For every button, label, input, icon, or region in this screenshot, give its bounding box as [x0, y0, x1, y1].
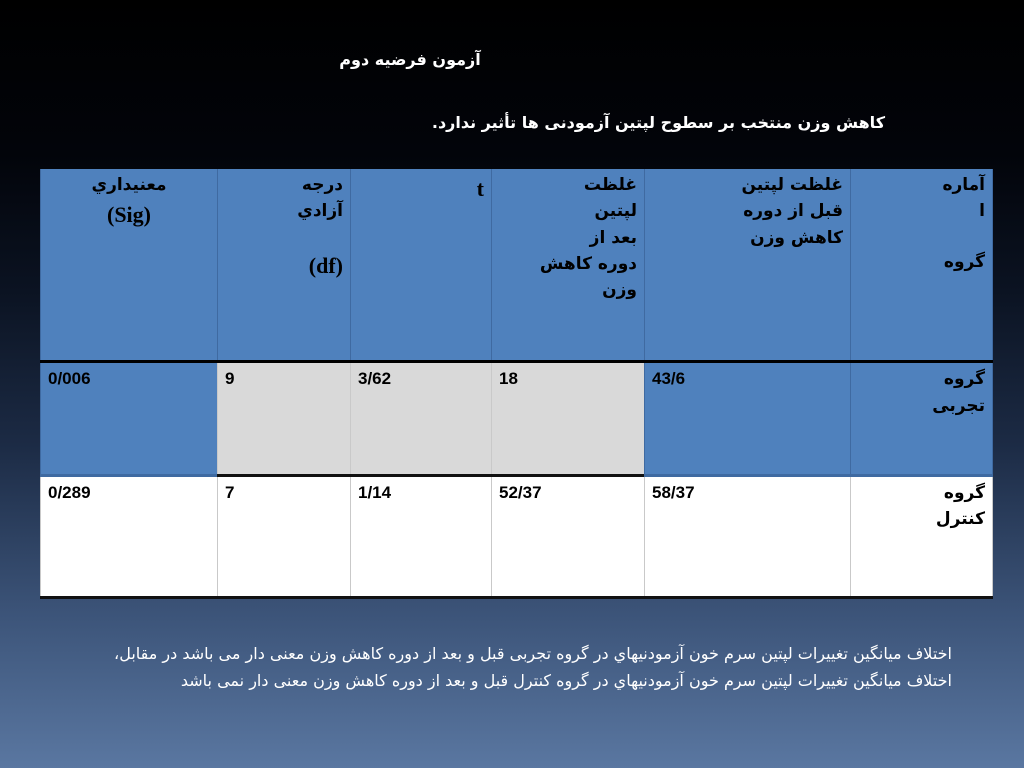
hypothesis-statement: كاهش وزن منتخب بر سطوح لپتين آزمودنی ها تأثير ندارد. — [431, 113, 885, 132]
header-group-line: آماره — [942, 175, 985, 195]
row-group-cell — [851, 475, 993, 597]
header-post-line: وزن — [602, 280, 637, 301]
header-post-concentration — [492, 169, 645, 362]
header-df-line: (df) — [308, 252, 343, 278]
row-group-line: گروه — [943, 482, 985, 503]
row-group-line: كنترل — [935, 508, 985, 529]
header-post-line: لپتين — [594, 201, 637, 222]
header-sig — [41, 169, 218, 362]
row-df-value: 7 — [218, 475, 351, 597]
conclusion-note: اختلاف ميانگين تغييرات لپتين سرم خون آزمودنيهاي در گروه تجربی قبل و بعد از دوره كاهش وزن معنی دار می باشد در مقابل، اختلاف ميانگين تغييرات لپتين سرم خون آزمودنيهاي در گروه كنترل قبل و بعد از دوره كاهش وزن معنی دار نمی باشد — [114, 644, 952, 690]
slide-title: آزمون فرضيه دوم — [339, 50, 481, 69]
results-table — [40, 169, 993, 599]
header-group — [851, 169, 993, 362]
row-t-value: 1/14 — [351, 475, 492, 597]
header-sig-line: معنيداري — [91, 175, 167, 195]
header-post-line: غلظت — [583, 175, 637, 195]
row-group-line: تجربی — [932, 395, 985, 416]
header-pre-line: قبل از دوره — [743, 201, 843, 222]
row-df-value: 9 — [218, 362, 351, 475]
row-post-value: 18 — [492, 362, 645, 475]
header-df — [218, 169, 351, 362]
header-group-line: گروه — [943, 251, 985, 272]
header-df-line: آزادي — [297, 201, 343, 222]
row-pre-value: 43/6 — [645, 362, 851, 475]
header-group-line: ا — [979, 201, 985, 222]
table-row — [41, 475, 993, 597]
row-group-cell — [851, 362, 993, 475]
row-t-value: 3/62 — [351, 362, 492, 475]
table-header-row — [41, 169, 993, 362]
header-sig-line: (Sig) — [106, 202, 151, 228]
table-row — [41, 362, 993, 475]
row-group-line: گروه — [943, 369, 985, 390]
row-post-value: 52/37 — [492, 475, 645, 597]
row-pre-value: 58/37 — [645, 475, 851, 597]
row-sig-value: 0/006 — [41, 362, 218, 475]
row-sig-value: 0/289 — [41, 475, 218, 597]
header-pre-line: كاهش وزن — [750, 227, 843, 248]
header-post-line: بعد از — [589, 227, 637, 248]
header-df-line: درجه — [301, 175, 343, 195]
header-pre-concentration — [645, 169, 851, 362]
header-post-line: دوره كاهش — [539, 254, 637, 275]
header-t-label: t — [476, 176, 484, 201]
header-t — [351, 169, 492, 362]
header-pre-line: غلظت لپتين — [741, 175, 843, 195]
